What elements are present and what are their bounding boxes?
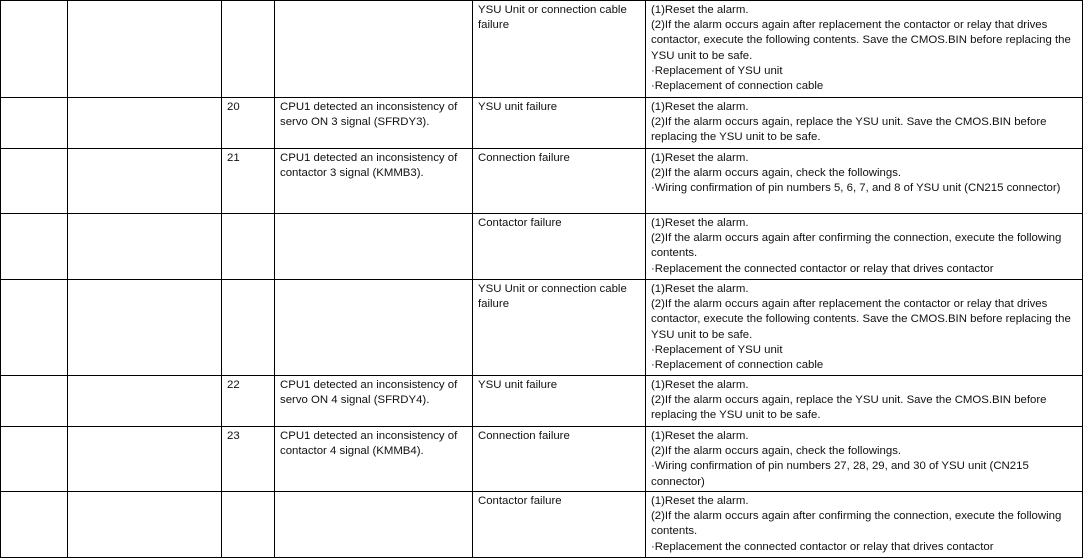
blank-cell <box>68 149 222 214</box>
blank-cell <box>1 280 68 376</box>
remedy-line: (1)Reset the alarm. <box>651 495 749 507</box>
description-cell: CPU1 detected an inconsistency of servo ON 4 signal (SFRDY4). <box>275 376 473 427</box>
table-body <box>1 1 1083 558</box>
blank-cell <box>68 280 222 376</box>
remedy-line: (2)If the alarm occurs again after replacement the contactor or relay that drives contactor, execute the following contents. Save the CMOS.BIN before replacing the YSU unit to be safe. <box>651 298 1071 341</box>
remedy-line: (2)If the alarm occurs again, check the followings. <box>651 167 902 180</box>
remedy-line: ·Replacement of YSU unit <box>651 343 783 356</box>
blank-cell <box>68 376 222 427</box>
remedy-line: (1)Reset the alarm. <box>651 283 749 295</box>
remedy-cell <box>646 1 1083 98</box>
remedy-line: (1)Reset the alarm. <box>651 152 749 164</box>
blank-cell <box>68 214 222 280</box>
remedy-cell <box>646 214 1083 280</box>
remedy-line: ·Replacement of connection cable <box>651 359 824 372</box>
remedy-cell <box>646 492 1083 558</box>
remedy-cell <box>646 280 1083 376</box>
table-row <box>1 376 1083 427</box>
remedy-line: (1)Reset the alarm. <box>651 4 749 16</box>
cause-cell: Contactor failure <box>473 214 646 280</box>
remedy-line: ·Wiring confirmation of pin numbers 27, 28, 29, and 30 of YSU unit (CN215 connector) <box>651 460 1029 488</box>
blank-cell <box>1 492 68 558</box>
table-row <box>1 492 1083 558</box>
remedy-cell <box>646 149 1083 214</box>
table-row <box>1 149 1083 214</box>
alarm-number-cell <box>222 280 275 376</box>
blank-cell <box>68 98 222 149</box>
blank-cell <box>68 1 222 98</box>
description-cell: CPU1 detected an inconsistency of contactor 4 signal (KMMB4). <box>275 427 473 492</box>
blank-cell <box>68 427 222 492</box>
table-row <box>1 280 1083 376</box>
description-cell: CPU1 detected an inconsistency of servo ON 3 signal (SFRDY3). <box>275 98 473 149</box>
remedy-line: (1)Reset the alarm. <box>651 217 749 229</box>
remedy-line: (1)Reset the alarm. <box>651 379 749 391</box>
blank-cell <box>1 427 68 492</box>
table-row <box>1 427 1083 492</box>
description-cell <box>275 1 473 98</box>
table-row <box>1 1 1083 98</box>
cause-cell: Connection failure <box>473 427 646 492</box>
description-cell <box>275 492 473 558</box>
remedy-line: ·Wiring confirmation of pin numbers 5, 6, 7, and 8 of YSU unit (CN215 connector) <box>651 182 1061 195</box>
remedy-line: ·Replacement of connection cable <box>651 80 824 93</box>
alarm-number-cell <box>222 1 275 98</box>
description-cell <box>275 214 473 280</box>
cause-cell: YSU unit failure <box>473 98 646 149</box>
table-row <box>1 98 1083 149</box>
remedy-line: (2)If the alarm occurs again after confirming the connection, execute the following contents. <box>651 232 1062 260</box>
blank-cell <box>68 492 222 558</box>
description-cell <box>275 280 473 376</box>
remedy-line: ·Replacement the connected contactor or relay that drives contactor <box>651 540 994 553</box>
description-cell: CPU1 detected an inconsistency of contactor 3 signal (KMMB3). <box>275 149 473 214</box>
remedy-line: ·Replacement of YSU unit <box>651 64 783 77</box>
cause-cell: YSU unit failure <box>473 376 646 427</box>
cause-cell: Connection failure <box>473 149 646 214</box>
remedy-line: (2)If the alarm occurs again after confirming the connection, execute the following contents. <box>651 510 1062 538</box>
remedy-cell <box>646 427 1083 492</box>
blank-cell <box>1 214 68 280</box>
remedy-line: (1)Reset the alarm. <box>651 101 749 113</box>
remedy-line: (2)If the alarm occurs again after replacement the contactor or relay that drives contactor, execute the following contents. Save the CMOS.BIN before replacing the YSU unit to be safe. <box>651 19 1071 62</box>
cause-cell: YSU Unit or connection cable failure <box>473 1 646 98</box>
alarm-number-cell <box>222 214 275 280</box>
remedy-line: (2)If the alarm occurs again, replace the YSU unit. Save the CMOS.BIN before replacing the YSU unit to be safe. <box>651 394 1047 422</box>
table-row <box>1 214 1083 280</box>
cause-cell: Contactor failure <box>473 492 646 558</box>
alarm-number-cell: 20 <box>222 98 275 149</box>
remedy-cell <box>646 376 1083 427</box>
blank-cell <box>1 98 68 149</box>
alarm-number-cell: 23 <box>222 427 275 492</box>
blank-cell <box>1 149 68 214</box>
remedy-line: ·Replacement the connected contactor or relay that drives contactor <box>651 262 994 275</box>
remedy-line: (2)If the alarm occurs again, replace the YSU unit. Save the CMOS.BIN before replacing the YSU unit to be safe. <box>651 116 1047 144</box>
alarm-number-cell <box>222 492 275 558</box>
cause-cell: YSU Unit or connection cable failure <box>473 280 646 376</box>
remedy-cell <box>646 98 1083 149</box>
alarm-number-cell: 22 <box>222 376 275 427</box>
remedy-line: (1)Reset the alarm. <box>651 430 749 442</box>
blank-cell <box>1 376 68 427</box>
alarm-number-cell: 21 <box>222 149 275 214</box>
blank-cell <box>1 1 68 98</box>
remedy-line: (2)If the alarm occurs again, check the followings. <box>651 445 902 458</box>
